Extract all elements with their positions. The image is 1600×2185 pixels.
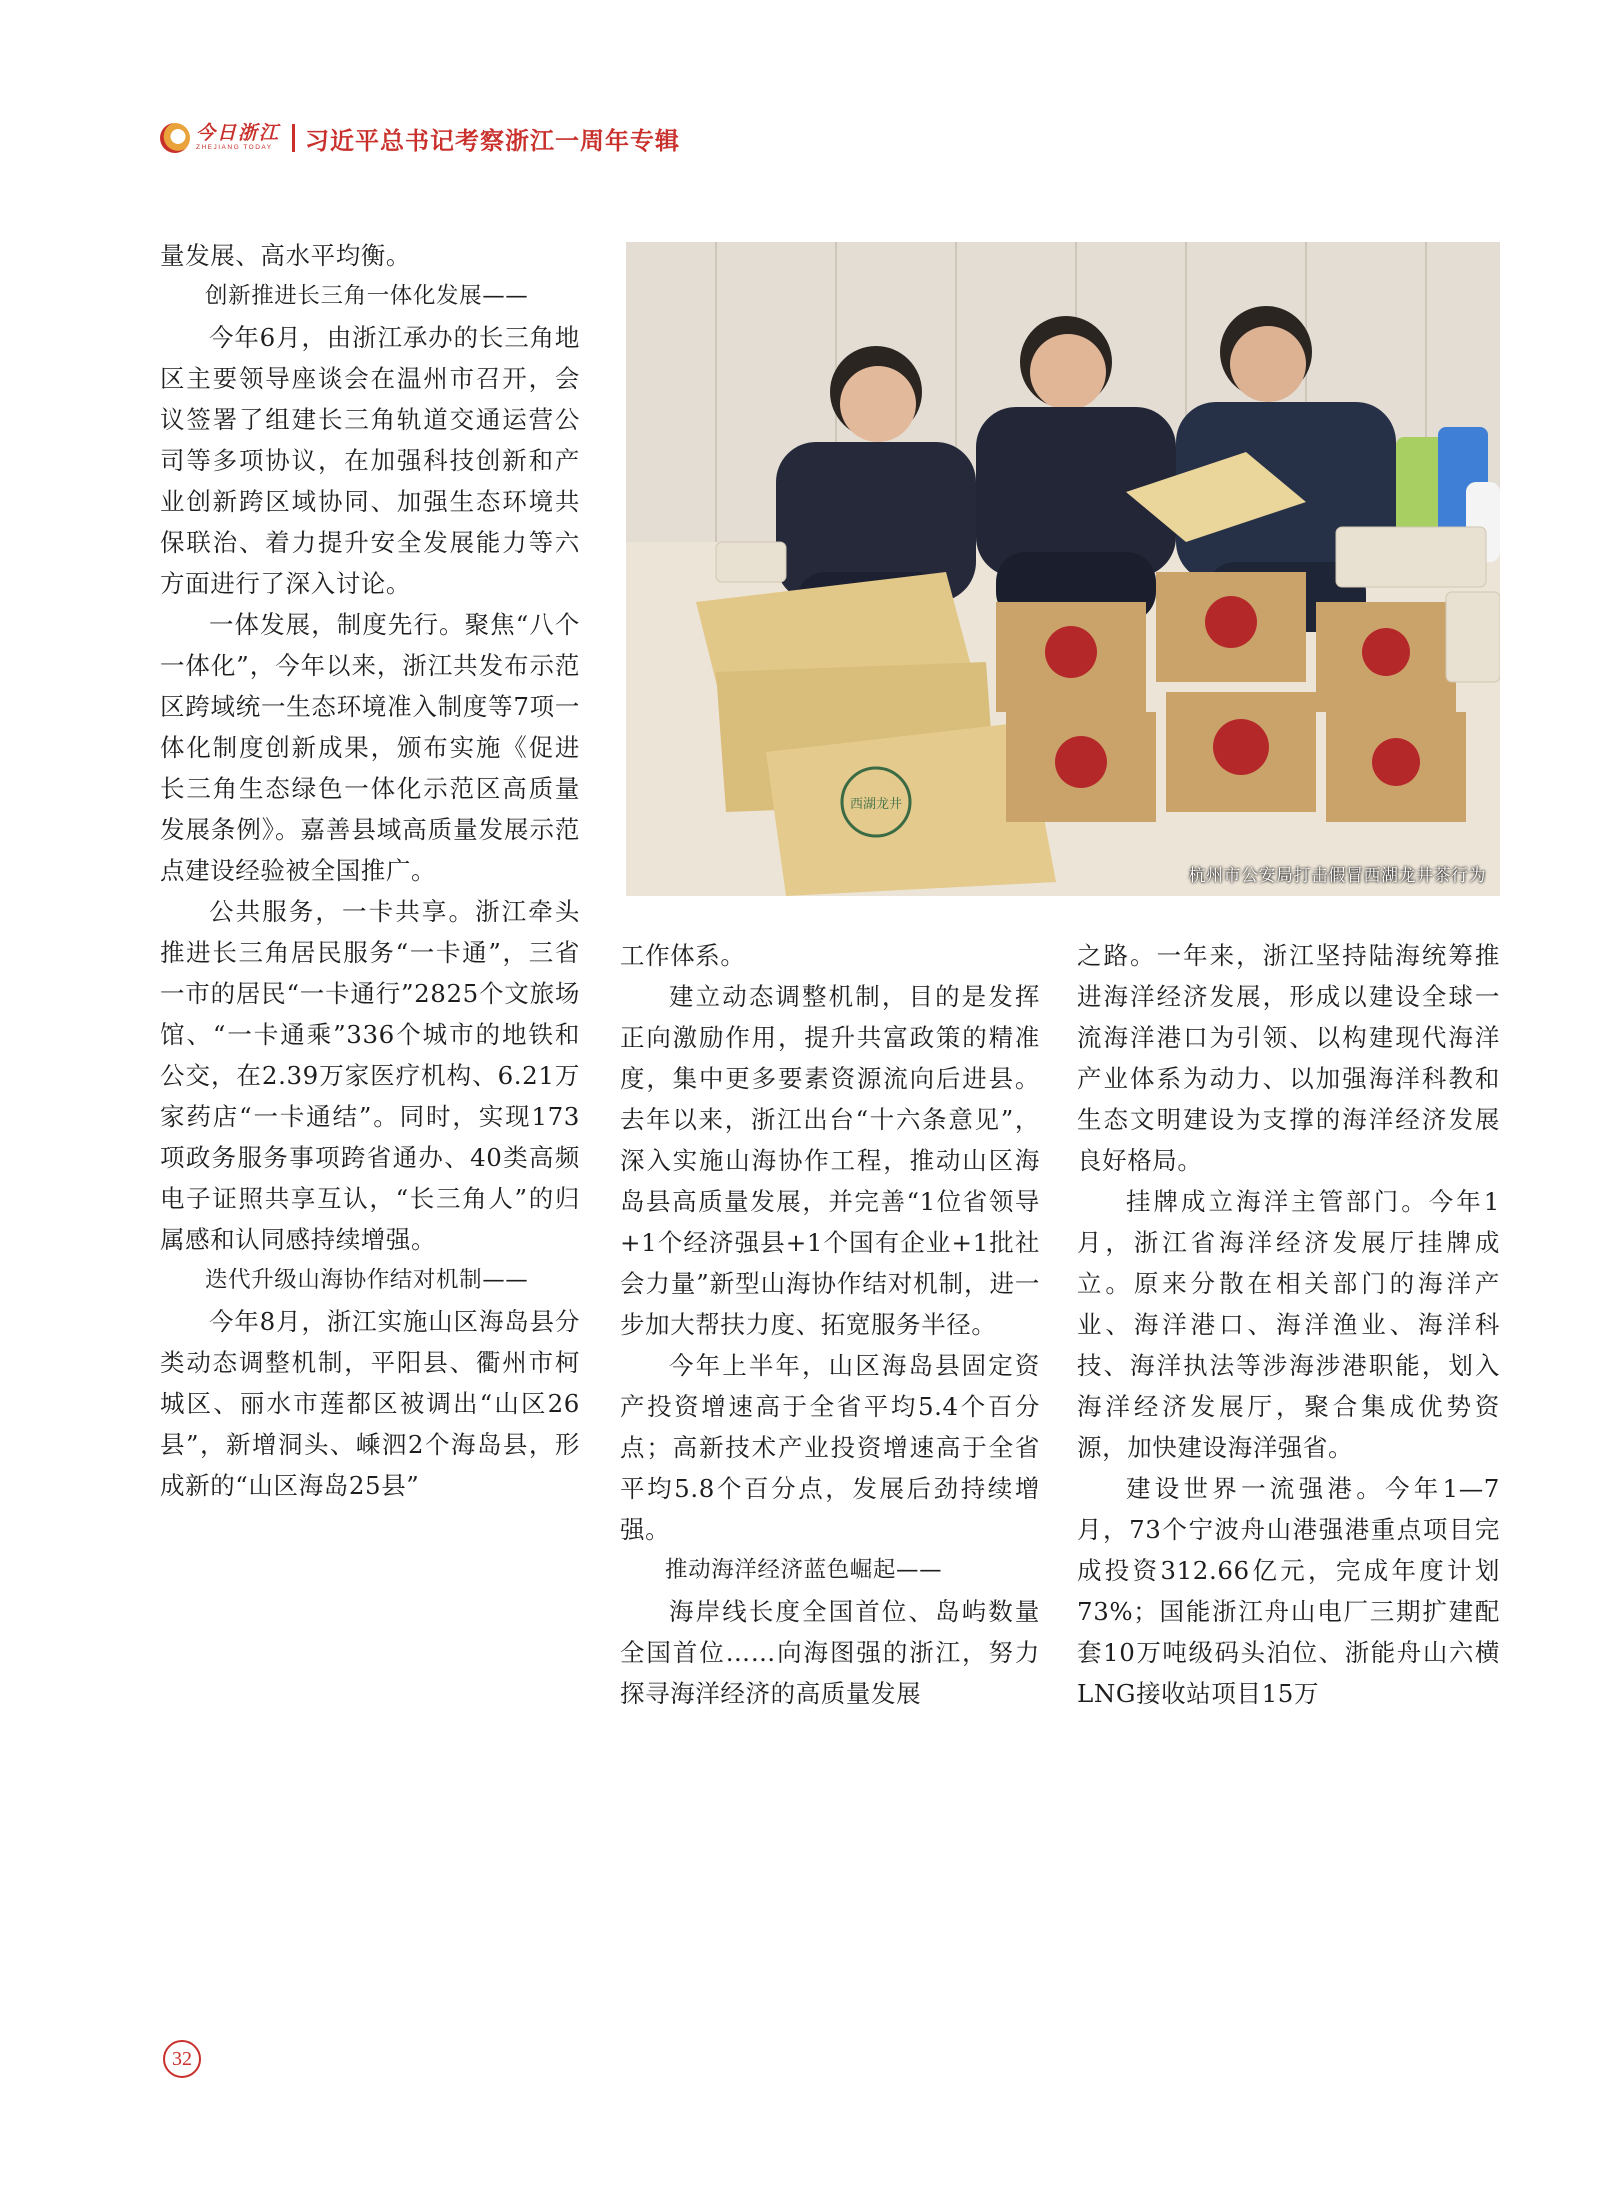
body-paragraph: 挂牌成立海洋主管部门。今年1月，浙江省海洋经济发展厅挂牌成立。原来分散在相关部门的海洋产业、海洋港口、海洋渔业、海洋科技、海洋执法等涉海涉港职能，划入海洋经济发展厅，聚合集成优势资源，加快建设海洋强省。 (1077, 1187, 1500, 1462)
text-column-3 (1077, 935, 1500, 1714)
body-paragraph: 一体发展，制度先行。聚焦“八个一体化”，今年以来，浙江共发布示范区跨域统一生态环境准入制度等7项一体化制度创新成果，颁布实施《促进长三角生态绿色一体化示范区高质量发展条例》。嘉善县域高质量发展示范点建设经验被全国推广。 (160, 610, 580, 885)
news-photo (626, 242, 1500, 896)
section-title: 习近平总书记考察浙江一周年专辑 (305, 126, 681, 155)
logo-english: ZHEJIANG TODAY (196, 144, 273, 152)
section-subheading: 迭代升级山海协作结对机制—— (205, 1267, 529, 1293)
body-paragraph: 工作体系。 (620, 941, 746, 970)
body-paragraph: 海岸线长度全国首位、岛屿数量全国首位……向海图强的浙江，努力探寻海洋经济的高质量发展 (620, 1597, 1040, 1708)
header-divider (292, 124, 295, 152)
photo-caption: 杭州市公安局打击假冒西湖龙井茶行为 (1188, 866, 1486, 886)
body-paragraph: 建立动态调整机制，目的是发挥正向激励作用，提升共富政策的精准度，集中更多要素资源流向后进县。去年以来，浙江出台“十六条意见”，深入实施山海协作工程，推动山区海岛县高质量发展，并完善“1位省领导+1个经济强县+1个国有企业+1批社会力量”新型山海协作结对机制，进一步加大帮扶力度、拓宽服务半径。 (620, 982, 1040, 1339)
logo-chinese: 今日浙江 (196, 122, 281, 145)
body-paragraph: 今年6月，由浙江承办的长三角地区主要领导座谈会在温州市召开，会议签署了组建长三角轨道交通运营公司等多项协议，在加强科技创新和产业创新跨区域协同、加强生态环境共保联治、着力提升安全发展能力等六方面进行了深入讨论。 (160, 323, 580, 598)
section-subheading: 推动海洋经济蓝色崛起—— (665, 1557, 943, 1583)
body-paragraph: 今年8月，浙江实施山区海岛县分类动态调整机制，平阳县、衢州市柯城区、丽水市莲都区被调出“山区26县”，新增洞头、嵊泗2个海岛县，形成新的“山区海岛25县” (160, 1307, 580, 1500)
page-number: 32 (163, 2040, 201, 2078)
section-subheading: 创新推进长三角一体化发展—— (205, 283, 529, 309)
magazine-logo (196, 124, 280, 152)
body-paragraph: 公共服务，一卡共享。浙江牵头推进长三角居民服务“一卡通”，三省一市的居民“一卡通行”2825个文旅场馆、“一卡通乘”336个城市的地铁和公交，在2.39万家医疗机构、6.21万家药店“一卡通结”。同时，实现173项政务服务事项跨省通办、40类高频电子证照共享互认，“长三角人”的归属感和认同感持续增强。 (160, 897, 580, 1254)
body-paragraph: 量发展、高水平均衡。 (160, 241, 411, 270)
photo-illustration (626, 242, 1500, 896)
body-paragraph: 建设世界一流强港。今年1—7月，73个宁波舟山港强港重点项目完成投资312.66亿元，完成年度计划73%；国能浙江舟山电厂三期扩建配套10万吨级码头泊位、浙能舟山六横LNG接收站项目15万 (1077, 1474, 1500, 1708)
magazine-logo-icon (160, 123, 190, 153)
body-paragraph: 之路。一年来，浙江坚持陆海统筹推进海洋经济发展，形成以建设全球一流海洋港口为引领、以构建现代海洋产业体系为动力、以加强海洋科教和生态文明建设为支撑的海洋经济发展良好格局。 (1077, 941, 1500, 1175)
text-column-2 (620, 935, 1040, 1714)
magazine-header (160, 118, 680, 158)
body-paragraph: 今年上半年，山区海岛县固定资产投资增速高于全省平均5.4个百分点；高新技术产业投资增速高于全省平均5.8个百分点，发展后劲持续增强。 (620, 1351, 1040, 1544)
package-stamp-text: 西湖龙井 (849, 797, 903, 812)
text-column-1 (160, 235, 580, 1506)
